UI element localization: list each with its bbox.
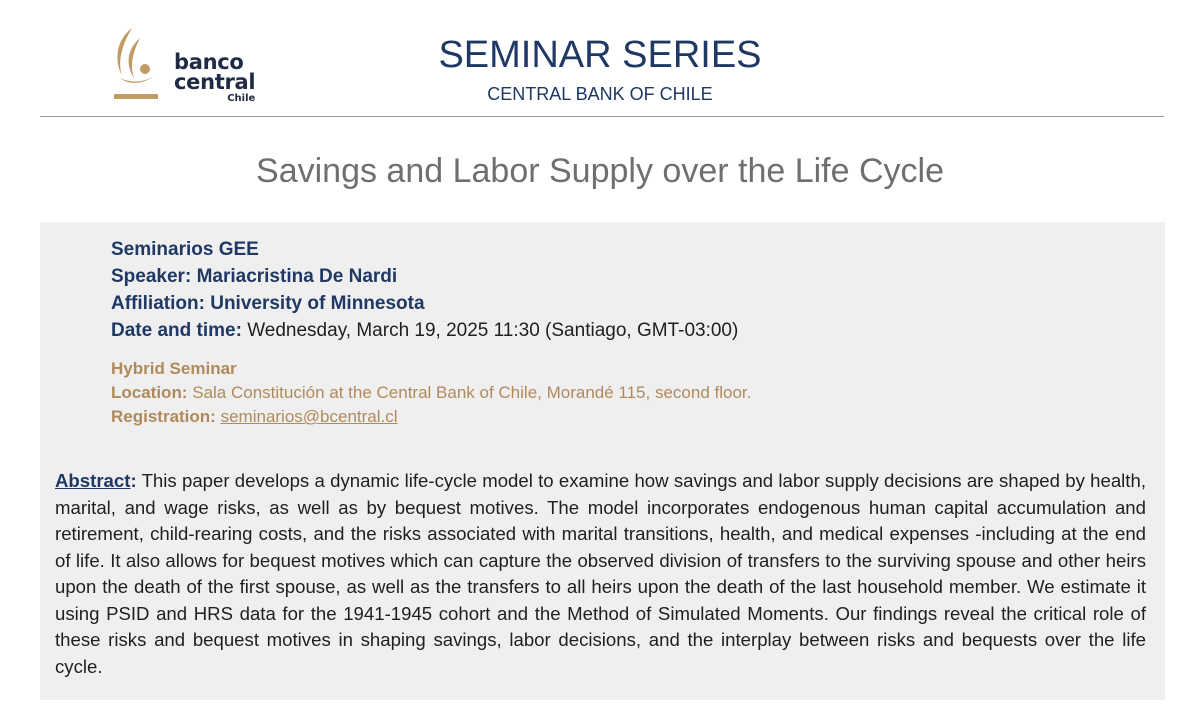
location-label: Location: (111, 383, 188, 402)
logo-line3: Chile (227, 93, 256, 104)
location-line (111, 381, 1151, 405)
talk-title: Savings and Labor Supply over the Life Cycle (256, 152, 944, 190)
registration-label: Registration: (111, 407, 216, 426)
affiliation-label: Affiliation: (111, 293, 205, 314)
hybrid-details (111, 357, 1151, 429)
series-title: SEMINAR SERIES (438, 34, 762, 76)
seminar-details (111, 236, 1151, 344)
hybrid-title (111, 357, 1151, 381)
speaker-line (111, 263, 1151, 290)
speaker-label: Speaker: (111, 266, 192, 287)
abstract-label: Abstract (55, 470, 131, 491)
logo-line1: banco (174, 50, 244, 74)
header-divider (40, 116, 1164, 117)
affiliation-value: University of Minnesota (210, 293, 425, 314)
registration-line (111, 405, 1151, 429)
seminar-series-name: Seminarios GEE (111, 239, 259, 260)
abstract-text: This paper develops a dynamic life-cycle model to examine how savings and labor supply decisions are shaped by health, marital, and wage risks, as well as by bequest motives. The model incorporates endogenous human capital accumulation and retirement, child-rearing costs, and the risks associated with marital transitions, health, and medical expenses -including at the end of life. It also allows for bequest motives which can capture the observed division of transfers to the surviving spouse and other heirs upon the death of the first spouse, as well as the transfers to all heirs upon the death of the last household member. We estimate it using PSID and HRS data for the 1941-1945 cohort and the Method of Simulated Moments. Our findings reveal the critical role of these risks and bequest motives in shaping savings, labor decisions, and the interplay between risks and bequests over the life cycle. (55, 470, 1146, 677)
affiliation-line (111, 290, 1151, 317)
hybrid-title-text: Hybrid Seminar (111, 359, 237, 378)
registration-email-link[interactable]: seminarios@bcentral.cl (220, 407, 398, 426)
logo-line2: central (174, 70, 256, 94)
abstract-colon: : (130, 470, 137, 491)
datetime-label: Date and time: (111, 320, 242, 341)
abstract (55, 468, 1146, 680)
series-subtitle: CENTRAL BANK OF CHILE (487, 84, 713, 104)
datetime-value: Wednesday, March 19, 2025 11:30 (Santiago, GMT-03:00) (247, 320, 739, 341)
datetime-line (111, 317, 1151, 344)
location-value: Sala Constitución at the Central Bank of Chile, Morandé 115, second floor. (192, 383, 752, 402)
speaker-name: Mariacristina De Nardi (196, 266, 398, 287)
